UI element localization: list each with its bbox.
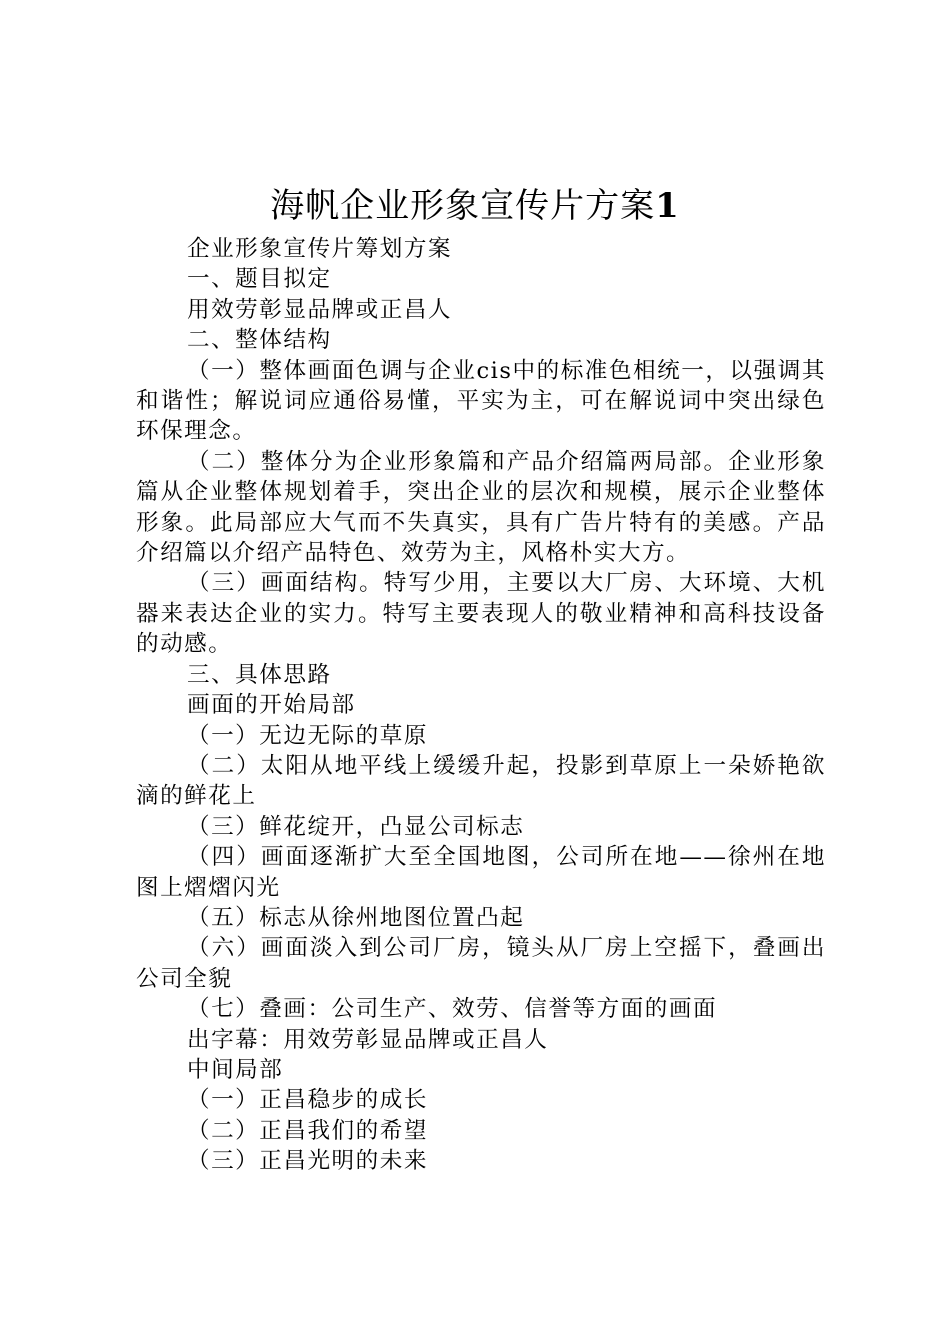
paragraph-section-2-heading: 二、整体结构 xyxy=(187,327,332,354)
paragraph-slogan: 用效劳彰显品牌或正昌人 xyxy=(187,296,453,323)
paragraph-opening-5: （五）标志从徐州地图位置凸起 xyxy=(187,904,525,931)
document-title-number: 1 xyxy=(655,186,680,226)
document-title xyxy=(0,182,950,230)
document-title-text: 海帆企业形象宣传片方案 xyxy=(270,186,656,226)
paragraph-opening-3: （三）鲜花绽开，凸显公司标志 xyxy=(187,813,525,840)
document-body xyxy=(136,234,826,1177)
paragraph-opening-2: （二）太阳从地平线上缓缓升起，投影到草原上一朵娇艳欲滴的鲜花上 xyxy=(136,752,826,810)
paragraph-opening-7: （七）叠画：公司生产、效劳、信誉等方面的画面 xyxy=(187,996,718,1023)
paragraph-opening-1: （一）无边无际的草原 xyxy=(187,722,428,749)
paragraph-subtitle-caption: 出字幕：用效劳彰显品牌或正昌人 xyxy=(187,1026,549,1053)
paragraph-opening-4: （四）画面逐渐扩大至全国地图，公司所在地——徐州在地图上熠熠闪光 xyxy=(136,844,826,901)
paragraph-middle-1: （一）正昌稳步的成长 xyxy=(187,1087,428,1114)
paragraph-section-1-heading: 一、题目拟定 xyxy=(187,266,332,293)
paragraph-middle-2: （二）正昌我们的希望 xyxy=(187,1117,428,1144)
paragraph-plan-heading: 企业形象宣传片筹划方案 xyxy=(187,236,453,262)
paragraph-section-3-heading: 三、具体思路 xyxy=(187,661,332,688)
paragraph-middle-3: （三）正昌光明的未来 xyxy=(187,1148,428,1175)
paragraph-middle-part: 中间局部 xyxy=(187,1056,284,1083)
paragraph-opening-part: 画面的开始局部 xyxy=(187,692,356,719)
paragraph-structure-3: （三）画面结构。特写少用，主要以大厂房、大环境、大机器来表达企业的实力。特写主要表现人的敬业精神和高科技设备的动感。 xyxy=(136,570,826,658)
paragraph-structure-1: （一）整体画面色调与企业cis中的标准色相统一，以强调其和谐性；解说词应通俗易懂，平实为主，可在解说词中突出绿色环保理念。 xyxy=(136,357,826,445)
paragraph-structure-2: （二）整体分为企业形象篇和产品介绍篇两局部。企业形象篇从企业整体规划着手，突出企业的层次和规模，展示企业整体形象。此局部应大气而不失真实，具有广告片特有的美感。产品介绍篇以介绍产品特色、效劳为主，风格朴实大方。 xyxy=(136,448,826,567)
paragraph-opening-6: （六）画面淡入到公司厂房，镜头从厂房上空摇下，叠画出公司全貌 xyxy=(136,935,826,992)
